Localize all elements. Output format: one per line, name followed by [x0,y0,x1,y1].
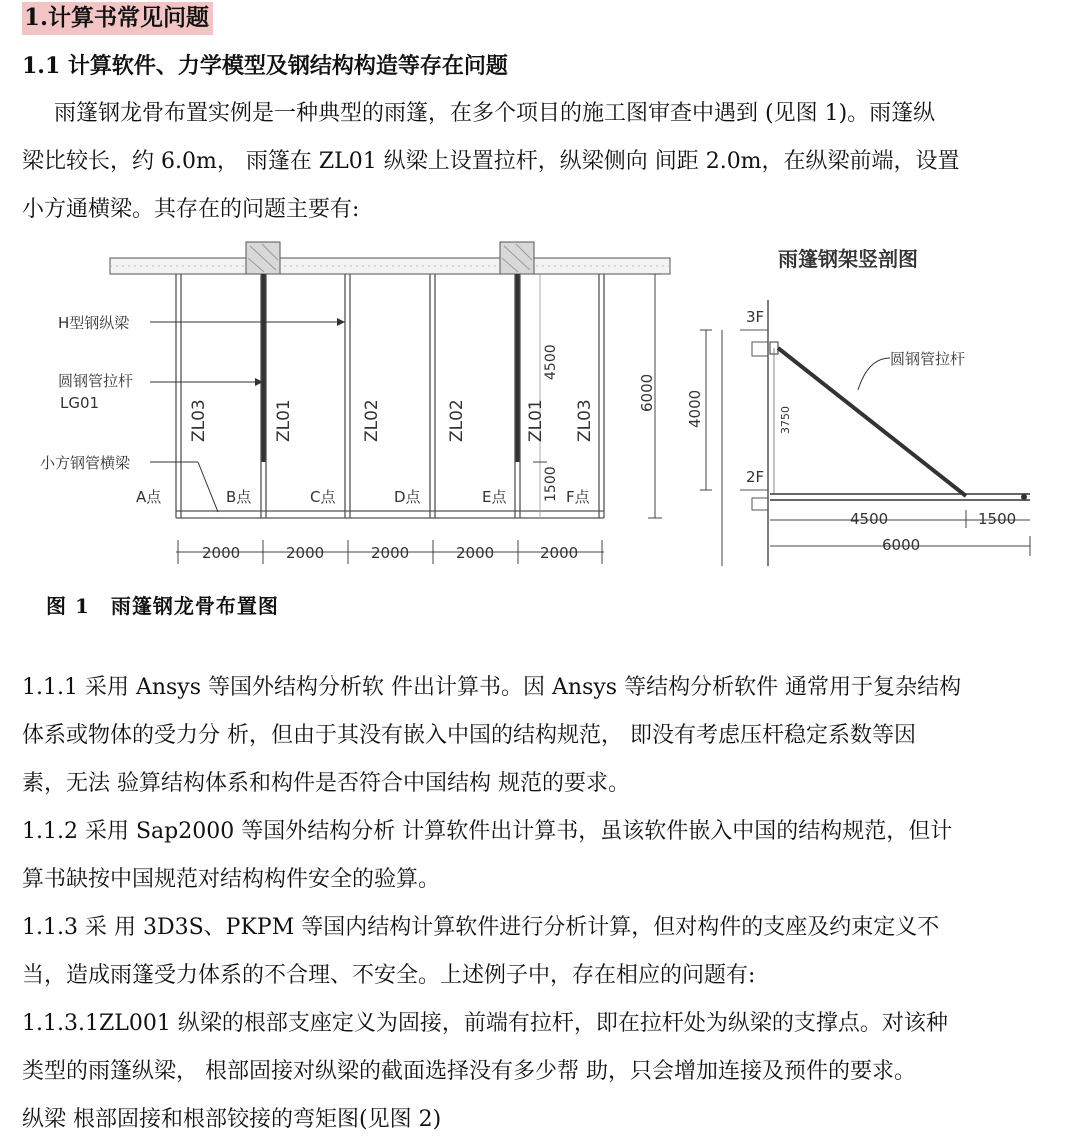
text-line: 纵梁 根部固接和根部铰接的弯矩图(见图 2) [22,1107,442,1132]
dim-height: 4000 [686,389,704,428]
beam-label: ZL02 [447,399,467,442]
spacing-labels [202,544,578,562]
paragraph-1-1-3-1 [22,1000,1052,1144]
section-heading: 1.计算书常见问题 [22,2,213,35]
point-label: D点 [394,488,421,506]
spacing-label: 2000 [540,544,579,562]
beam-label: ZL03 [575,399,595,442]
point-label: A点 [136,488,162,506]
dim-front: 1500 [543,466,559,502]
dim-rod-height: 3750 [779,406,792,434]
floor-2f: 2F [746,468,765,486]
beam-labels [189,399,595,442]
label-cross-beam: 小方钢管横梁 [40,454,131,472]
beam-label: ZL01 [274,399,294,442]
dim-total: 6000 [638,373,656,412]
text-line: 1.1.1 采用 Ansys 等国外结构分析软 件出计算书。因 Ansys 等结构分析软件 通常用于复杂结构 [22,675,962,700]
paragraph-1-1-3 [22,904,1052,1000]
point-labels [136,488,591,506]
beam-label: ZL02 [362,399,382,442]
text-line: 梁比较长，约 6.0m， 雨篷在 ZL01 纵梁上设置拉杆，纵梁侧向 间距 2.0m，在纵梁前端，设置 [22,149,960,174]
spacing-label: 2000 [286,544,325,562]
section-rod-label: 圆钢管拉杆 [890,350,966,368]
paragraph-1-1-2 [22,808,1052,904]
spacing-label: 2000 [202,544,241,562]
text-line: 1.1.2 采用 Sap2000 等国外结构分析 计算软件出计算书，虽该软件嵌入中国的结构规范，但计 [22,819,953,844]
dim-b: 1500 [978,510,1017,528]
text-line: 1.1.3.1ZL001 纵梁的根部支座定义为固接，前端有拉杆，即在拉杆处为纵梁的支撑点。对该种 [22,1011,948,1036]
point-label: F点 [566,488,590,506]
spacing-label: 2000 [456,544,495,562]
point-label: C点 [310,488,336,506]
text-line: 类型的雨篷纵梁， 根部固接对纵梁的截面选择没有多少帮 助，只会增加连接及预件的要求。 [22,1059,916,1084]
figure-1-drawing [0,230,1080,590]
text-line: 当，造成雨篷受力体系的不合理、不安全。上述例子中，存在相应的问题有: [22,963,756,988]
label-rod-code: LG01 [60,394,100,412]
subsection-heading: 1.1 计算软件、力学模型及钢结构构造等存在问题 [22,53,508,79]
text-line: 素，无法 验算结构体系和构件是否符合中国结构 规范的要求。 [22,771,630,796]
spacing-label: 2000 [371,544,410,562]
text-line: 1.1.3 采 用 3D3S、PKPM 等国内结构计算软件进行分析计算，但对构件的支座及约束定义不 [22,915,940,940]
text-line: 雨篷钢龙骨布置实例是一种典型的雨篷，在多个项目的施工图审查中遇到 (见图 1)。雨篷纵 [54,101,936,126]
beam-label: ZL01 [526,399,546,442]
label-h-beam: H型钢纵梁 [58,314,130,332]
figure-caption: 图 1 雨篷钢龙骨布置图 [46,594,279,618]
text-line: 算书缺按中国规范对结构构件安全的验算。 [22,867,441,892]
intro-paragraph [22,90,1052,234]
section-title: 雨篷钢架竖剖图 [778,247,918,271]
floor-3f: 3F [746,308,765,326]
section-rod [778,348,966,496]
point-label: B点 [226,488,252,506]
text-line: 小方通横梁。其存在的问题主要有: [22,197,360,222]
paragraph-1-1-1 [22,664,1052,808]
label-rod: 圆钢管拉杆 [58,372,134,390]
point-label: E点 [482,488,507,506]
beam-label: ZL03 [189,399,209,442]
dim-rod: 4500 [543,344,559,380]
dim-section-total: 6000 [882,536,921,554]
text-line: 体系或物体的受力分 析，但由于其没有嵌入中国的结构规范， 即没有考虑压杆稳定系数等因 [22,723,916,748]
dim-a: 4500 [850,510,889,528]
